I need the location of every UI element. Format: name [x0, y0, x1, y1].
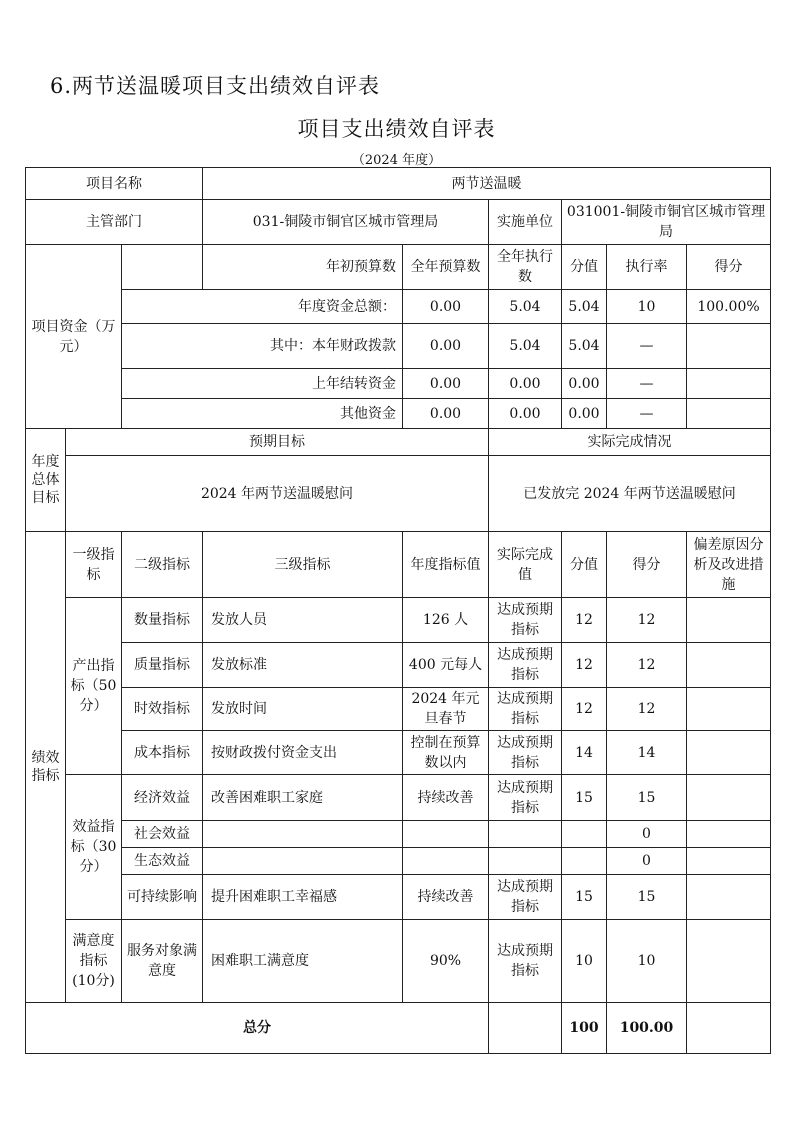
perf-points: 10: [562, 920, 607, 1003]
perf-actual: 达成预期指标: [489, 688, 562, 731]
goals-actual-header: 实际完成情况: [489, 429, 771, 456]
goals-content-row: [26, 456, 771, 532]
project-name-label: 项目名称: [26, 168, 203, 200]
total-label: 总分: [26, 1003, 489, 1054]
perf-header: 实际完成值: [489, 532, 562, 598]
perf-header: 分值: [562, 532, 607, 598]
perf-target: 90%: [403, 920, 489, 1003]
perf-l3: [203, 848, 403, 875]
funds-annual: 0.00: [489, 399, 562, 429]
perf-score: 12: [607, 598, 687, 643]
perf-reason: [687, 643, 771, 688]
funds-initial: 0.00: [403, 399, 489, 429]
perf-header: 偏差原因分析及改进措施: [687, 532, 771, 598]
total-score: 100.00: [607, 1003, 687, 1054]
perf-points: 12: [562, 688, 607, 731]
perf-actual: 达成预期指标: [489, 643, 562, 688]
perf-reason: [687, 775, 771, 821]
perf-actual: 达成预期指标: [489, 920, 562, 1003]
self-evaluation-table: [25, 167, 771, 1054]
perf-target: 持续改善: [403, 775, 489, 821]
perf-score: 15: [607, 775, 687, 821]
funds-executed: 0.00: [562, 399, 607, 429]
project-name-row: [26, 168, 771, 200]
funds-row: [26, 324, 771, 369]
perf-l3: 按财政拨付资金支出: [203, 731, 403, 775]
perf-l3: 发放时间: [203, 688, 403, 731]
funds-header: 全年预算数: [403, 245, 489, 290]
funds-executed: 0.00: [562, 369, 607, 399]
perf-l3: [203, 821, 403, 848]
perf-actual: [489, 848, 562, 875]
funds-rate: [687, 369, 771, 399]
perf-actual: [489, 821, 562, 848]
funds-annual: 0.00: [489, 369, 562, 399]
perf-label: 绩效指标: [26, 532, 66, 1003]
funds-score-value: —: [607, 399, 687, 429]
funds-header: 执行率: [607, 245, 687, 290]
funds-executed: 5.04: [562, 290, 607, 324]
funds-initial: 0.00: [403, 324, 489, 369]
funds-score-value: —: [607, 369, 687, 399]
perf-score: 0: [607, 821, 687, 848]
funds-rate: 100.00%: [687, 290, 771, 324]
perf-group-name: 效益指标（30分）: [66, 775, 122, 920]
perf-reason: [687, 821, 771, 848]
funds-label: [26, 245, 122, 429]
perf-target: 126 人: [403, 598, 489, 643]
perf-l3: 困难职工满意度: [203, 920, 403, 1003]
funds-score-value: —: [607, 324, 687, 369]
perf-header: 得分: [607, 532, 687, 598]
total-blank: [489, 1003, 562, 1054]
perf-row: [26, 775, 771, 821]
goals-expected: 2024 年两节送温暖慰问: [66, 456, 489, 532]
perf-l3: 发放标准: [203, 643, 403, 688]
perf-header: 二级指标: [122, 532, 203, 598]
perf-target: [403, 821, 489, 848]
funds-header: 年初预算数: [203, 245, 403, 290]
perf-l2: 可持续影响: [122, 875, 203, 920]
perf-actual: 达成预期指标: [489, 598, 562, 643]
perf-points: [562, 848, 607, 875]
goals-label: 年度总体目标: [26, 429, 66, 532]
perf-actual: 达成预期指标: [489, 875, 562, 920]
perf-score: 12: [607, 643, 687, 688]
department-row: [26, 200, 771, 245]
perf-reason: [687, 920, 771, 1003]
perf-l3: 提升困难职工幸福感: [203, 875, 403, 920]
perf-l2: 时效指标: [122, 688, 203, 731]
perf-reason: [687, 731, 771, 775]
funds-initial: 0.00: [403, 290, 489, 324]
perf-l2: 经济效益: [122, 775, 203, 821]
perf-row: [26, 731, 771, 775]
funds-header: 得分: [687, 245, 771, 290]
table-year: （2024 年度）: [351, 153, 442, 168]
perf-reason: [687, 848, 771, 875]
perf-l2: 社会效益: [122, 821, 203, 848]
project-name-value: 两节送温暖: [203, 168, 771, 200]
funds-rate: [687, 399, 771, 429]
perf-points: [562, 821, 607, 848]
perf-header: 一级指标: [66, 532, 122, 598]
perf-header: 年度指标值: [403, 532, 489, 598]
perf-l2: 生态效益: [122, 848, 203, 875]
perf-reason: [687, 875, 771, 920]
table-title: 项目支出绩效自评表: [297, 117, 496, 141]
goals-header-row: [26, 429, 771, 456]
funds-row-label: 其中：本年财政拨款: [122, 324, 403, 369]
total-points: 100: [562, 1003, 607, 1054]
perf-group-name: 满意度指标(10分): [66, 920, 122, 1003]
perf-row: [26, 643, 771, 688]
perf-score: 0: [607, 848, 687, 875]
funds-row-label: 上年结转资金: [122, 369, 403, 399]
total-reason: [687, 1003, 771, 1054]
funds-initial: 0.00: [403, 369, 489, 399]
perf-score: 14: [607, 731, 687, 775]
funds-executed: 5.04: [562, 324, 607, 369]
funds-rate: [687, 324, 771, 369]
goals-expected-header: 预期目标: [66, 429, 489, 456]
perf-score: 15: [607, 875, 687, 920]
document-heading: 6.两节送温暖项目支出绩效自评表: [50, 74, 381, 98]
perf-target: 持续改善: [403, 875, 489, 920]
perf-actual: 达成预期指标: [489, 775, 562, 821]
impl-value: 031001-铜陵市铜官区城市管理局: [562, 200, 771, 245]
perf-target: 2024 年元旦春节: [403, 688, 489, 731]
perf-target: [403, 848, 489, 875]
dept-label: 主管部门: [26, 200, 203, 245]
funds-header: 分值: [562, 245, 607, 290]
perf-row: [26, 598, 771, 643]
funds-row-label: 其他资金: [122, 399, 403, 429]
funds-label-text: 项目资金（万元）: [31, 318, 116, 355]
perf-reason: [687, 598, 771, 643]
perf-points: 14: [562, 731, 607, 775]
perf-l3: 改善困难职工家庭: [203, 775, 403, 821]
perf-l3: 发放人员: [203, 598, 403, 643]
perf-row: [26, 848, 771, 875]
funds-annual: 5.04: [489, 324, 562, 369]
dept-value: 031-铜陵市铜官区城市管理局: [203, 200, 489, 245]
perf-l2: 成本指标: [122, 731, 203, 775]
perf-target: 控制在预算数以内: [403, 731, 489, 775]
perf-actual: 达成预期指标: [489, 731, 562, 775]
total-row: [26, 1003, 771, 1054]
perf-target: 400 元每人: [403, 643, 489, 688]
perf-points: 12: [562, 598, 607, 643]
funds-row: [26, 399, 771, 429]
funds-row: [26, 290, 771, 324]
perf-score: 10: [607, 920, 687, 1003]
funds-annual: 5.04: [489, 290, 562, 324]
perf-header-row: [26, 532, 771, 598]
perf-score: 12: [607, 688, 687, 731]
perf-row: [26, 821, 771, 848]
perf-row: [26, 688, 771, 731]
perf-points: 15: [562, 875, 607, 920]
goals-actual: 已发放完 2024 年两节送温暖慰问: [489, 456, 771, 532]
funds-row-label: 年度资金总额：: [122, 290, 403, 324]
perf-reason: [687, 688, 771, 731]
funds-row: [26, 369, 771, 399]
perf-l2: 质量指标: [122, 643, 203, 688]
perf-points: 12: [562, 643, 607, 688]
funds-header-blank: [122, 245, 203, 290]
funds-header-row: [26, 245, 771, 290]
perf-group-name: 产出指标（50分）: [66, 598, 122, 775]
funds-score-value: 10: [607, 290, 687, 324]
perf-l2: 服务对象满意度: [122, 920, 203, 1003]
impl-label: 实施单位: [489, 200, 562, 245]
perf-header: 三级指标: [203, 532, 403, 598]
perf-row: [26, 920, 771, 1003]
funds-header: 全年执行数: [489, 245, 562, 290]
perf-points: 15: [562, 775, 607, 821]
perf-row: [26, 875, 771, 920]
perf-l2: 数量指标: [122, 598, 203, 643]
